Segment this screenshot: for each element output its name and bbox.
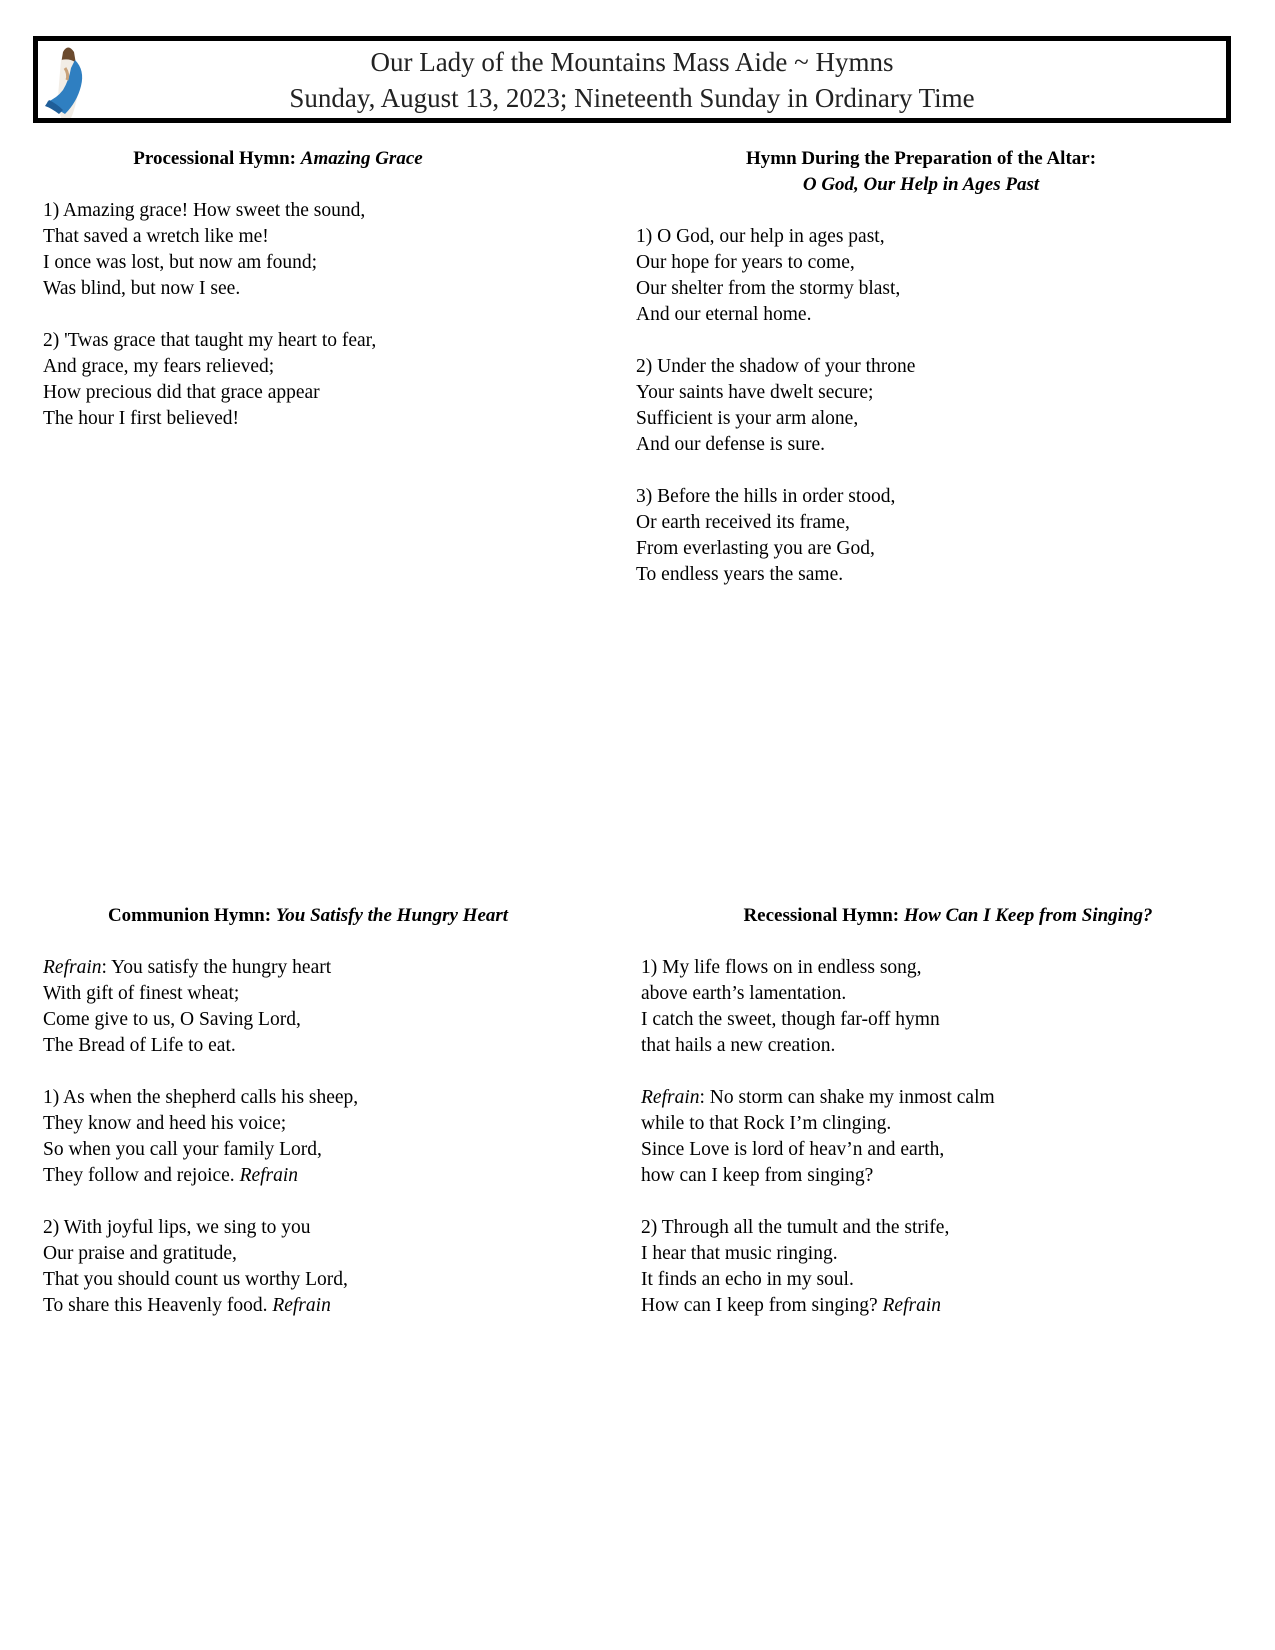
verse-line: And grace, my fears relieved; bbox=[43, 356, 275, 377]
recessional-verse-2 bbox=[641, 1215, 1231, 1319]
communion-refrain bbox=[43, 955, 603, 1059]
refrain-label: Refrain bbox=[641, 1087, 700, 1108]
verse-line: 2) With joyful lips, we sing to you bbox=[43, 1217, 311, 1238]
communion-verse-1 bbox=[43, 1085, 603, 1189]
verse-line: how can I keep from singing? bbox=[641, 1165, 874, 1186]
verse-line: I once was lost, but now am found; bbox=[43, 252, 318, 273]
recessional-hymn bbox=[641, 903, 1231, 1319]
verse-line: 2) Through all the tumult and the strife, bbox=[641, 1217, 950, 1238]
preparation-verse-1 bbox=[636, 224, 1226, 328]
verse-line: Your saints have dwelt secure; bbox=[636, 382, 874, 403]
verse-line: And our eternal home. bbox=[636, 304, 812, 325]
communion-label: Communion Hymn: bbox=[107, 905, 276, 926]
verse-line: above earth’s lamentation. bbox=[641, 983, 847, 1004]
verse-line: 2) 'Twas grace that taught my heart to fear, bbox=[43, 330, 377, 351]
verse-line: To endless years the same. bbox=[636, 564, 844, 585]
verse-line: They follow and rejoice. bbox=[43, 1165, 240, 1186]
verse-line: From everlasting you are God, bbox=[636, 538, 875, 559]
verse-line: : No storm can shake my inmost calm bbox=[699, 1087, 995, 1108]
preparation-title: O God, Our Help in Ages Past bbox=[802, 174, 1040, 195]
verse-line: Since Love is lord of heav’n and earth, bbox=[641, 1139, 945, 1160]
communion-verse-2 bbox=[43, 1215, 603, 1319]
processional-heading bbox=[43, 146, 513, 172]
verse-line: Or earth received its frame, bbox=[636, 512, 850, 533]
header-date-line: Sunday, August 13, 2023; Nineteenth Sunday in Ordinary Time bbox=[289, 83, 975, 113]
header-box bbox=[33, 36, 1231, 123]
verse-line: The Bread of Life to eat. bbox=[43, 1035, 236, 1056]
processional-verse-1 bbox=[43, 198, 513, 302]
verse-line: How can I keep from singing? bbox=[641, 1295, 883, 1316]
verse-line: 1) My life flows on in endless song, bbox=[641, 957, 922, 978]
processional-title: Amazing Grace bbox=[300, 148, 423, 169]
verse-line: So when you call your family Lord, bbox=[43, 1139, 322, 1160]
recessional-refrain bbox=[641, 1085, 1231, 1189]
verse-line: 2) Under the shadow of your throne bbox=[636, 356, 916, 377]
preparation-hymn bbox=[636, 146, 1226, 588]
verse-line: Our shelter from the stormy blast, bbox=[636, 278, 901, 299]
verse-line: 1) O God, our help in ages past, bbox=[636, 226, 885, 247]
processional-label: Processional Hymn: bbox=[133, 148, 301, 169]
verse-line: It finds an echo in my soul. bbox=[641, 1269, 854, 1290]
verse-line: Our hope for years to come, bbox=[636, 252, 855, 273]
verse-line: I catch the sweet, though far-off hymn bbox=[641, 1009, 940, 1030]
verse-line: : You satisfy the hungry heart bbox=[101, 957, 332, 978]
preparation-label: Hymn During the Preparation of the Altar: bbox=[745, 148, 1097, 169]
verse-line: That you should count us worthy Lord, bbox=[43, 1269, 348, 1290]
preparation-heading bbox=[636, 146, 1226, 198]
verse-line: And our defense is sure. bbox=[636, 434, 825, 455]
verse-line: The hour I first believed! bbox=[43, 408, 240, 429]
preparation-verse-2 bbox=[636, 354, 1226, 458]
verse-line: To share this Heavenly food. bbox=[43, 1295, 273, 1316]
processional-hymn bbox=[43, 146, 513, 432]
recessional-heading bbox=[641, 903, 1231, 929]
communion-heading bbox=[43, 903, 603, 929]
verse-line: That saved a wretch like me! bbox=[43, 226, 269, 247]
header-title: Our Lady of the Mountains Mass Aide ~ Hymns bbox=[370, 47, 894, 77]
verse-line: Our praise and gratitude, bbox=[43, 1243, 237, 1264]
verse-line: Come give to us, O Saving Lord, bbox=[43, 1009, 301, 1030]
refrain-cue: Refrain bbox=[272, 1295, 331, 1316]
verse-line: Was blind, but now I see. bbox=[43, 278, 241, 299]
refrain-cue: Refrain bbox=[882, 1295, 942, 1316]
verse-line: 1) As when the shepherd calls his sheep, bbox=[43, 1087, 359, 1108]
recessional-verse-1 bbox=[641, 955, 1231, 1059]
refrain-cue: Refrain bbox=[239, 1165, 299, 1186]
communion-hymn bbox=[43, 903, 603, 1319]
communion-title: You Satisfy the Hungry Heart bbox=[275, 905, 509, 926]
verse-line: that hails a new creation. bbox=[641, 1035, 836, 1056]
verse-line: Sufficient is your arm alone, bbox=[636, 408, 859, 429]
verse-line: while to that Rock I’m clinging. bbox=[641, 1113, 892, 1134]
verse-line: 3) Before the hills in order stood, bbox=[636, 486, 896, 507]
verse-line: They know and heed his voice; bbox=[43, 1113, 287, 1134]
recessional-label: Recessional Hymn: bbox=[743, 905, 904, 926]
verse-line: I hear that music ringing. bbox=[641, 1243, 838, 1264]
verse-line: 1) Amazing grace! How sweet the sound, bbox=[43, 200, 366, 221]
processional-verse-2 bbox=[43, 328, 513, 432]
recessional-title: How Can I Keep from Singing? bbox=[903, 905, 1153, 926]
refrain-label: Refrain bbox=[43, 957, 102, 978]
verse-line: How precious did that grace appear bbox=[43, 382, 320, 403]
verse-line: With gift of finest wheat; bbox=[43, 983, 240, 1004]
preparation-verse-3 bbox=[636, 484, 1226, 588]
